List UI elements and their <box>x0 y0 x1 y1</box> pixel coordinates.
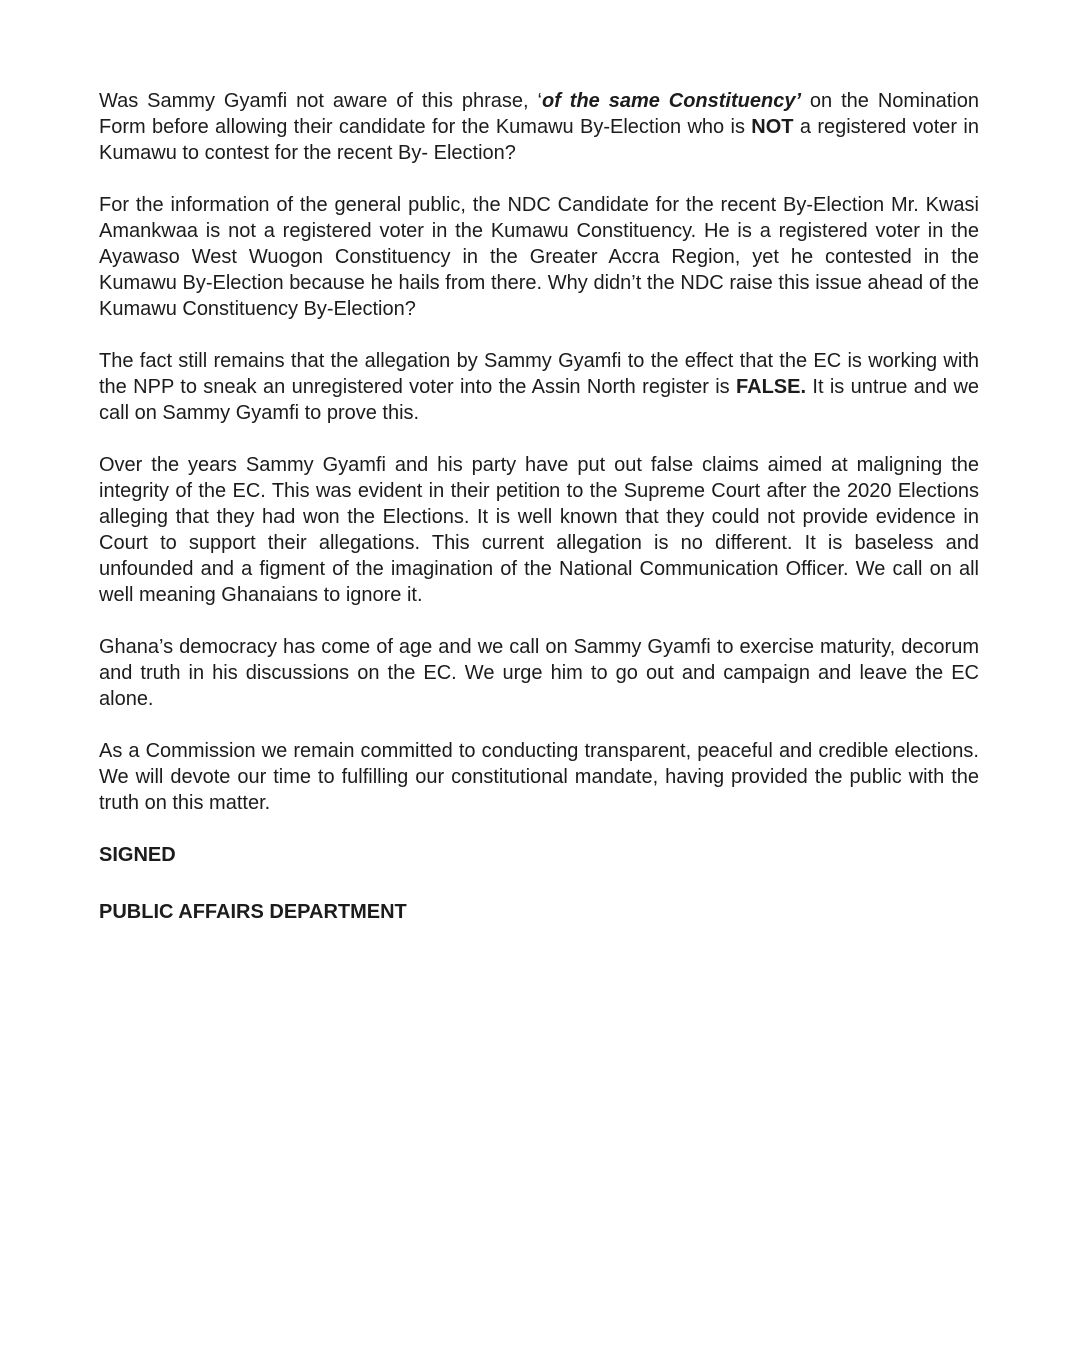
document-body <box>99 88 979 925</box>
signed-label: SIGNED <box>99 844 176 866</box>
paragraph-text: The fact still remains that the allegation by Sammy Gyamfi to the effect that the EC is working with the NPP to sneak an unregistered voter into the Assin North register is <box>99 350 979 398</box>
paragraph-commitment: As a Commission we remain committed to conducting transparent, peaceful and credible elections. We will devote our time to fulfilling our constitutional mandate, having provided the public with the truth on this matter. <box>99 740 979 814</box>
paragraph-phrase-question <box>99 88 979 166</box>
paragraph-democracy: Ghana’s democracy has come of age and we call on Sammy Gyamfi to exercise maturity, decorum and truth in his discussions on the EC. We urge him to go out and campaign and leave the EC alone. <box>99 636 979 710</box>
paragraph-ndc-candidate: For the information of the general public, the NDC Candidate for the recent By-Election Mr. Kwasi Amankwaa is not a registered voter in the Kumawu Constituency. He is a registered voter in the Ayawaso West Wuogon Constituency in the Greater Accra Region, yet he contested in the Kumawu By-Election because he hails from there. Why didn’t the NDC raise this issue ahead of the Kumawu Constituency By-Election? <box>99 194 979 320</box>
emphasis-false: FALSE. <box>736 376 807 398</box>
department-label: PUBLIC AFFAIRS DEPARTMENT <box>99 901 407 923</box>
emphasis-same-constituency: of the same Constituency’ <box>541 90 802 112</box>
emphasis-not: NOT <box>751 116 794 138</box>
paragraph-false-claims: Over the years Sammy Gyamfi and his party have put out false claims aimed at maligning the integrity of the EC. This was evident in their petition to the Supreme Court after the 2020 Elections alleging that they had won the Elections. It is well known that they could not provide evidence in Court to support their allegations. This current allegation is no different. It is baseless and unfounded and a figment of the imagination of the National Communication Officer. We call on all well meaning Ghanaians to ignore it. <box>99 454 979 606</box>
paragraph-text: a registered voter in Kumawu to contest for the recent By- Election? <box>99 116 979 164</box>
paragraph-text: It is untrue and we call on Sammy Gyamfi to prove this. <box>99 376 980 424</box>
paragraph-allegation-false <box>99 348 979 426</box>
paragraph-text: Was Sammy Gyamfi not aware of this phrase, ‘ <box>99 90 542 112</box>
paragraph-text: on the Nomination Form before allowing their candidate for the Kumawu By-Election who is <box>99 90 979 138</box>
